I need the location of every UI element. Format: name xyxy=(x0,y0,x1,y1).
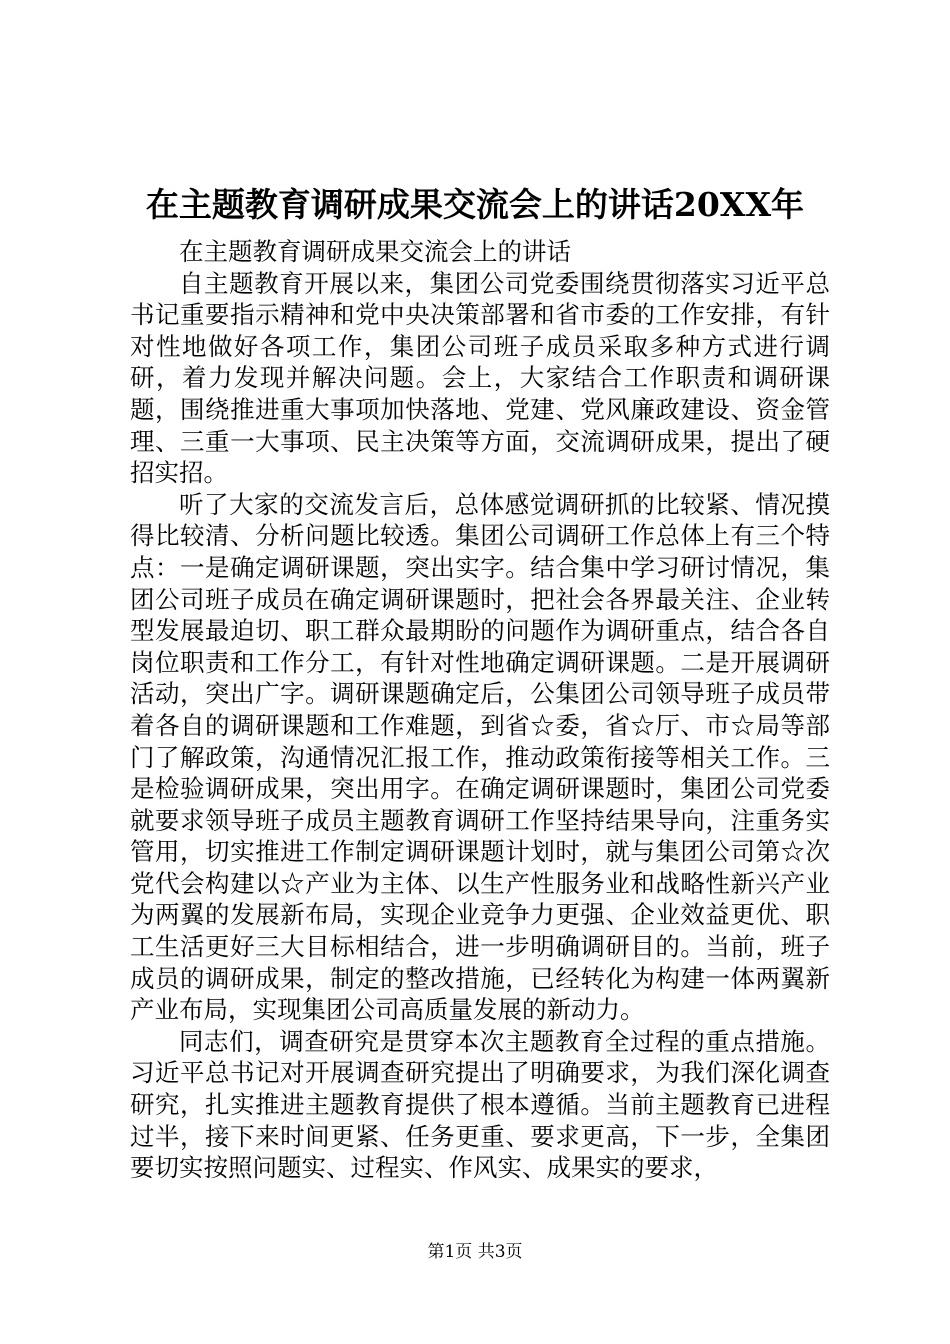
document-body xyxy=(130,236,830,1184)
document-subtitle: 在主题教育调研成果交流会上的讲话 xyxy=(179,237,571,266)
document-title: 在主题教育调研成果交流会上的讲话20XX年 xyxy=(145,185,805,224)
paragraph-2: 听了大家的交流发言后，总体感觉调研抓的比较紧、情况摸得比较清、分析问题比较透。集团公司调研工作总体上有三个特点：一是确定调研课题，突出实字。结合集中学习研讨情况，集团公司班子成员在确定调研课题时，把社会各界最关注、企业转型发展最迫切、职工群众最期盼的问题作为调研重点，结合各自岗位职责和工作分工，有针对性地确定调研课题。二是开展调研活动，突出广字。调研课题确定后，公集团公司领导班子成员带着各自的调研课题和工作难题，到省☆委，省☆厅、市☆局等部门了解政策，沟通情况汇报工作，推动政策衔接等相关工作。三是检验调研成果，突出用字。在确定调研课题时，集团公司党委就要求领导班子成员主题教育调研工作坚持结果导向，注重务实管用，切实推进工作制定调研课题计划时，就与集团公司第☆次党代会构建以☆产业为主体、以生产性服务业和战略性新兴产业为两翼的发展新布局，实现企业竞争力更强、企业效益更优、职工生活更好三大目标相结合，进一步明确调研目的。当前，班子成员的调研成果，制定的整改措施，已经转化为构建一体两翼新产业布局，实现集团公司高质量发展的新动力。 xyxy=(130,489,830,1025)
paragraph-3: 同志们，调查研究是贯穿本次主题教育全过程的重点措施。习近平总书记对开展调查研究提出了明确要求，为我们深化调查研究，扎实推进主题教育提供了根本遵循。当前主题教育已进程过半，接下来时间更紧、任务更重、要求更高，下一步，全集团要切实按照问题实、过程实、作风实、成果实的要求， xyxy=(130,1026,830,1183)
page-footer: 第1页 共3页 xyxy=(427,1242,523,1262)
paragraph-1: 自主题教育开展以来，集团公司党委围绕贯彻落实习近平总书记重要指示精神和党中央决策部署和省市委的工作安排，有针对性地做好各项工作，集团公司班子成员采取多种方式进行调研，着力发现并解决问题。会上，大家结合工作职责和调研课题，围绕推进重大事项加快落地、党建、党风廉政建设、资金管理、三重一大事项、民主决策等方面，交流调研成果，提出了硬招实招。 xyxy=(130,268,830,488)
